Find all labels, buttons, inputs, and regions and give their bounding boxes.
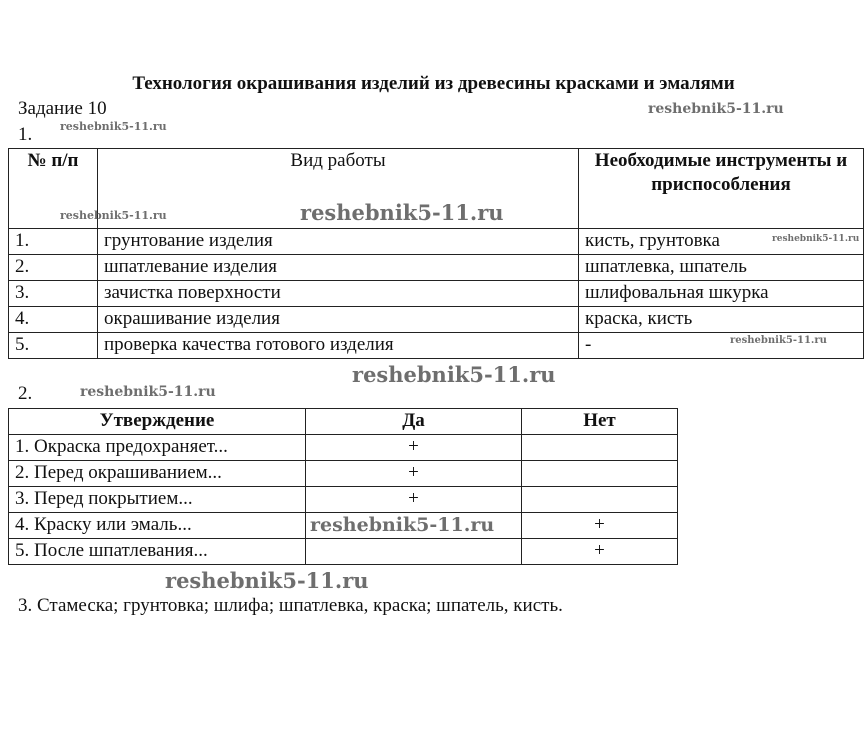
header-no: Нет: [522, 409, 678, 435]
table-cell: 3.: [9, 281, 98, 307]
watermark: reshebnik5-11.ru: [352, 362, 556, 387]
table-cell: 5. После шпатлевания...: [9, 539, 306, 565]
table-cell: [522, 435, 678, 461]
table-cell: 1.: [9, 229, 98, 255]
table-cell: [522, 461, 678, 487]
table-row: [9, 461, 678, 487]
table-cell: зачистка поверхности: [98, 281, 579, 307]
section-2-label: 2.: [18, 383, 33, 404]
watermark: reshebnik5-11.ru: [730, 335, 827, 346]
table-row: [9, 281, 864, 307]
watermark: reshebnik5-11.ru: [310, 514, 495, 536]
table-cell: -: [579, 333, 864, 359]
table-row: [9, 435, 678, 461]
table-cell: грунтование изделия: [98, 229, 579, 255]
table-cell: +: [522, 539, 678, 565]
watermark: reshebnik5-11.ru: [60, 209, 167, 222]
table-cell: шпатлевка, шпатель: [579, 255, 864, 281]
table-cell: +: [306, 461, 522, 487]
table-cell: 2. Перед окрашиванием...: [9, 461, 306, 487]
table-cell: 2.: [9, 255, 98, 281]
watermark: reshebnik5-11.ru: [648, 101, 784, 117]
table-row: [9, 487, 678, 513]
table-cell: 5.: [9, 333, 98, 359]
header-work-type: Вид работы: [98, 149, 579, 229]
table-header-row: [9, 409, 678, 435]
document-title: Технология окрашивания изделий из древесины красками и эмалями: [132, 73, 735, 94]
answer-3: 3. Стамеска; грунтовка; шлифа; шпатлевка, краска; шпатель, кисть.: [18, 595, 563, 616]
header-yes: Да: [306, 409, 522, 435]
header-tools: Необходимые инструменты и приспособления: [579, 149, 864, 229]
table-cell: шпатлевание изделия: [98, 255, 579, 281]
watermark: reshebnik5-11.ru: [772, 234, 860, 244]
watermark: reshebnik5-11.ru: [80, 384, 216, 400]
table-row: [9, 539, 678, 565]
table-row: [9, 307, 864, 333]
section-1-label: 1.: [18, 124, 33, 145]
table-cell: 1. Окраска предохраняет...: [9, 435, 306, 461]
watermark: reshebnik5-11.ru: [300, 200, 504, 225]
header-number: № п/п: [9, 149, 98, 229]
table-cell: [522, 487, 678, 513]
table-cell: 4.: [9, 307, 98, 333]
work-table: [8, 148, 864, 359]
watermark: reshebnik5-11.ru: [60, 120, 167, 133]
table-row: [9, 229, 864, 255]
table-cell: 4. Краску или эмаль...: [9, 513, 306, 539]
table-cell: +: [306, 435, 522, 461]
table-cell: шлифовальная шкурка: [579, 281, 864, 307]
table-cell: проверка качества готового изделия: [98, 333, 579, 359]
header-statement: Утверждение: [9, 409, 306, 435]
table-cell: +: [522, 513, 678, 539]
table-cell: кисть, грунтовка: [579, 229, 864, 255]
table-cell: 3. Перед покрытием...: [9, 487, 306, 513]
task-label: Задание 10: [18, 98, 107, 119]
table-row: [9, 255, 864, 281]
table-cell: окрашивание изделия: [98, 307, 579, 333]
table-cell: краска, кисть: [579, 307, 864, 333]
statements-table: [8, 408, 678, 565]
table-cell: +: [306, 487, 522, 513]
table-cell: [306, 539, 522, 565]
watermark: reshebnik5-11.ru: [165, 568, 369, 593]
